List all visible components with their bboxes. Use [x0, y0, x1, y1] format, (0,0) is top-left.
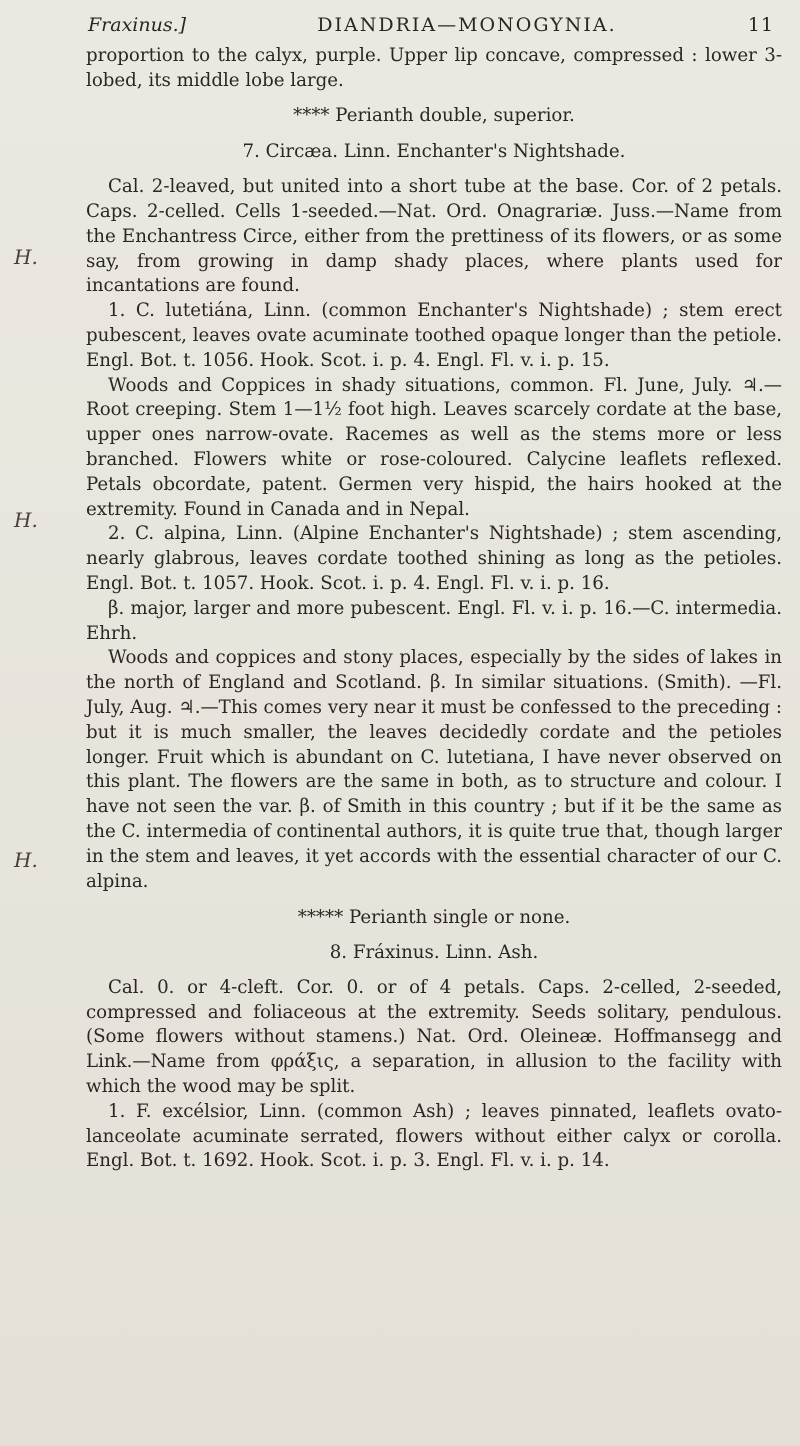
section-heading: **** Perianth double, superior.	[293, 104, 575, 126]
paragraph: Cal. 0. or 4-cleft. Cor. 0. or of 4 petals. Caps. 2-celled, 2-seeded, compressed and foliaceous at the extremity. Seeds solitary, pendulous. (Some flowers without stamens.) Nat. Ord. Oleineæ. Hoffmansegg and Link.—Name from φράξις, a separation, in allusion to the facility with which the wood may be split.	[86, 976, 782, 1098]
margin-note: H.	[14, 848, 38, 872]
paragraph: proportion to the calyx, purple. Upper lip concave, compressed : lower 3-lobed, its middle lobe large.	[86, 45, 782, 91]
genus-heading: 7. Circæa. Linn. Enchanter's Nightshade.	[242, 141, 626, 163]
paragraph: Woods and Coppices in shady situations, common. Fl. June, July. ♃.—Root creeping. Stem 1—1½ foot high. Leaves scarcely cordate at the base, upper ones narrow-ovate. Racemes as well as the stems more or less branched. Flowers white or rose-coloured. Calycine leaflets reflexed. Petals obcordate, patent. Germen very hispid, the hairs hooked at the extremity. Found in Canada and in Nepal.	[86, 374, 782, 520]
section-heading: ***** Perianth single or none.	[297, 907, 571, 929]
header-center: DIANDRIA—MONOGYNIA.	[317, 14, 617, 36]
body-text	[86, 44, 782, 1174]
species-entry: 1. F. excélsior, Linn. (common Ash) ; leaves pinnated, leaflets ovato-lanceolate acuminate serrated, flowers without either calyx or corolla. Engl. Bot. t. 1692. Hook. Scot. i. p. 3. Engl. Fl. v. i. p. 14.	[86, 1100, 782, 1172]
species-entry: 1. C. lutetiána, Linn. (common Enchanter's Nightshade) ; stem erect pubescent, leaves ovate acuminate toothed opaque longer than the petiole. Engl. Bot. t. 1056. Hook. Scot. i. p. 4. Engl. Fl. v. i. p. 15.	[86, 300, 782, 371]
paragraph: Woods and coppices and stony places, especially by the sides of lakes in the north of England and Scotland. β. In similar situations. (Smith). —Fl. July, Aug. ♃.—This comes very near it must be confessed to the preceding : but it is much smaller, the leaves decidedly cordate and the petioles longer. Fruit which is abundant on C. lutetiana, I have never observed on this plant. The flowers are the same in both, as to structure and colour. I have not seen the var. β. of Smith in this country ; but if it be the same as the C. intermedia of continental authors, it is quite true that, though larger in the stem and leaves, it yet accords with the essential character of our C. alpina.	[86, 647, 782, 892]
header-left: Fraxinus.]	[88, 14, 187, 36]
genus-heading: 8. Fráxinus. Linn. Ash.	[329, 942, 539, 964]
page-number: 11	[747, 14, 774, 36]
species-entry: 2. C. alpina, Linn. (Alpine Enchanter's Nightshade) ; stem ascending, nearly glabrous, leaves cordate toothed shining as long as the petioles. Engl. Bot. t. 1057. Hook. Scot. i. p. 4. Engl. Fl. v. i. p. 16.	[86, 523, 782, 594]
margin-note: H.	[14, 508, 38, 532]
running-header	[88, 14, 774, 40]
paragraph: Cal. 2-leaved, but united into a short tube at the base. Cor. of 2 petals. Caps. 2-celled. Cells 1-seeded.—Nat. Ord. Onagrariæ. Juss.—Name from the Enchantress Circe, either from the prettiness of its flowers, or as some say, from growing in damp shady places, where plants used for incantations are found.	[86, 176, 782, 297]
margin-note: H.	[14, 245, 38, 269]
variety-entry: β. major, larger and more pubescent. Engl. Fl. v. i. p. 16.—C. intermedia. Ehrh.	[86, 597, 782, 644]
